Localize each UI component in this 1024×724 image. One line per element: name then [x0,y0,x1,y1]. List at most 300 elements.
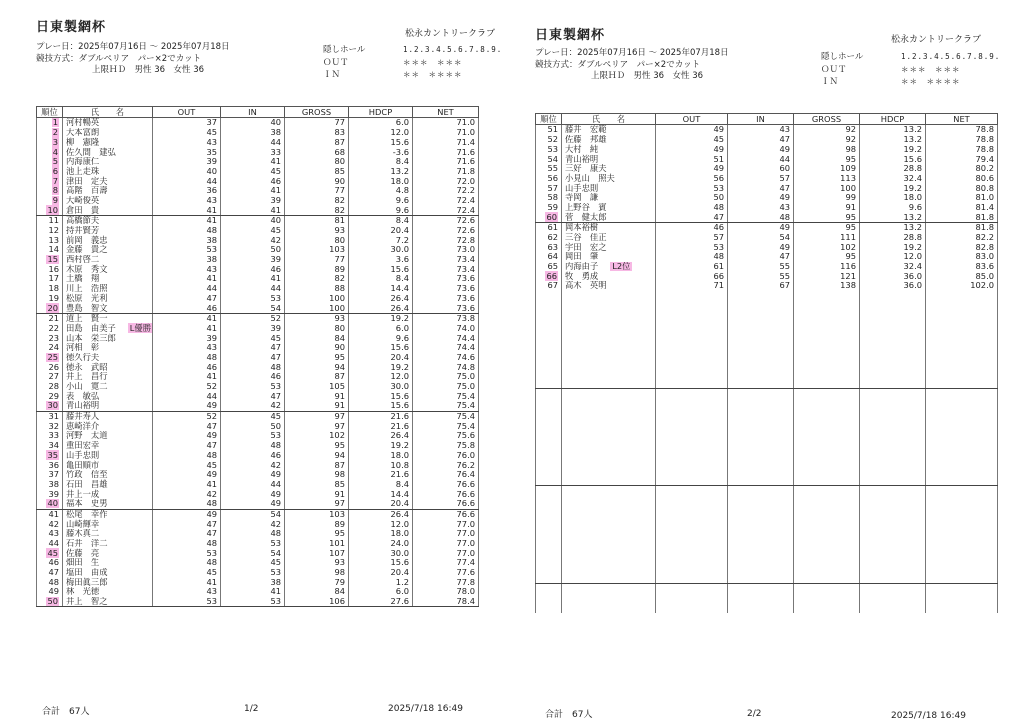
out-cell: 41 [153,215,221,225]
hdcp-cell: 28.8 [860,233,926,243]
empty-cell [860,378,926,388]
table-row [37,205,479,215]
empty-cell [860,310,926,320]
table-row [37,293,479,303]
empty-cell [562,554,656,564]
table-row [536,252,998,262]
hdcp-cell: 12.0 [349,372,413,382]
table-row [536,242,998,252]
player-name: 内海由子 [565,261,599,272]
empty-cell [926,466,998,476]
rank-cell [536,242,562,252]
out-cell: 47 [153,529,221,539]
rank-value: 24 [48,342,59,353]
rank-cell [536,212,562,222]
player-name: 山手忠則 [565,183,599,193]
empty-cell [562,496,656,506]
empty-cell [536,418,562,428]
empty-cell [926,525,998,535]
empty-cell [562,525,656,535]
hdcp-cell: 3.6 [349,255,413,265]
rank-value: 35 [47,450,58,460]
rank-cell [37,343,63,353]
hdcp-cell: 10.8 [349,460,413,470]
table-row [37,362,479,372]
hdcp-cell: 9.6 [860,203,926,213]
gross-cell: 91 [285,489,349,499]
name-cell [63,235,153,245]
table-row [37,499,479,509]
gross-cell: 111 [794,233,860,243]
header-out: OUT [153,107,221,118]
hidden-holes [323,44,502,82]
club-name: 松永カントリークラブ [405,29,496,39]
out-cell: 39 [153,333,221,343]
in-cell: 49 [221,470,285,480]
net-cell: 75.4 [413,421,479,431]
gross-cell: 80 [285,235,349,245]
player-name: 柳 憲隆 [66,137,100,147]
empty-cell [794,349,860,359]
in-cell: 57 [728,173,794,183]
name-cell [562,125,656,135]
gross-cell: 89 [285,264,349,274]
empty-row [536,516,998,526]
net-cell: 72.6 [413,215,479,225]
hdcp-cell: 30.0 [349,382,413,392]
hdcp-cell: 12.0 [349,519,413,529]
table-header [536,114,998,125]
gross-cell: 95 [794,154,860,164]
empty-cell [536,300,562,310]
empty-cell [536,329,562,339]
out-cell: 51 [656,154,728,164]
empty-cell [728,291,794,301]
table-row [536,144,998,154]
gross-cell: 82 [285,205,349,215]
empty-cell [656,525,728,535]
header-hdcp: HDCP [860,114,926,125]
player-name: 津田 定夫 [66,176,108,186]
empty-row [536,594,998,604]
in-cell: 39 [221,255,285,265]
hidden-hole-label: 隠しホール [323,45,366,55]
name-cell [63,205,153,215]
table-row [37,157,479,167]
empty-cell [536,594,562,604]
out-cell: 56 [656,173,728,183]
gross-cell: 95 [285,441,349,451]
gross-cell: 100 [794,183,860,193]
gross-cell: 95 [794,212,860,222]
hidden-in-label: ＩＮ [821,77,839,87]
rank-cell [37,333,63,343]
in-cell: 49 [728,144,794,154]
player-name: 岡本裕樹 [565,222,599,233]
table-row [536,193,998,203]
empty-row [536,427,998,437]
header-net: NET [926,114,998,125]
out-cell: 38 [153,255,221,265]
table-row [37,186,479,196]
in-cell: 45 [221,166,285,176]
out-cell: 41 [153,205,221,215]
header-name: 氏 名 [63,107,153,118]
name-cell [63,196,153,206]
rank-value: 14 [48,244,59,255]
empty-cell [562,466,656,476]
empty-cell [926,300,998,310]
out-cell: 41 [153,372,221,382]
empty-cell [794,291,860,301]
empty-cell [656,398,728,408]
in-cell: 53 [221,382,285,392]
out-cell: 37 [153,118,221,128]
rank-value: 42 [48,519,59,529]
out-cell: 52 [153,382,221,392]
player-name: 岡田 肇 [565,251,599,262]
player-name: 西村啓二 [66,254,100,265]
hdcp-cell: 26.4 [349,303,413,313]
name-cell [63,450,153,460]
rank-cell [536,154,562,164]
empty-cell [536,545,562,555]
player-name: 小山 寛二 [66,381,108,392]
rank-cell [536,252,562,262]
empty-row [536,486,998,496]
out-cell: 45 [153,568,221,578]
table-row [37,421,479,431]
in-cell: 52 [221,313,285,323]
out-cell: 53 [656,242,728,252]
empty-cell [794,496,860,506]
in-cell: 44 [728,154,794,164]
empty-cell [562,349,656,359]
rank-cell [37,499,63,509]
gross-cell: 87 [285,137,349,147]
empty-cell [860,447,926,457]
net-cell: 75.8 [413,441,479,451]
empty-cell [728,516,794,526]
empty-cell [656,456,728,466]
in-cell: 41 [221,587,285,597]
net-cell: 73.4 [413,255,479,265]
empty-cell [656,427,728,437]
rank-value: 52 [547,134,558,145]
competition-format: 競技方式：ダブルペリア パー×2でカット [535,59,701,70]
out-cell: 45 [153,128,221,138]
in-cell: 45 [221,411,285,421]
table-row [37,509,479,519]
empty-cell [860,418,926,428]
net-cell: 77.6 [413,568,479,578]
empty-cell [860,359,926,369]
out-cell: 48 [656,203,728,213]
table-row [37,391,479,401]
in-cell: 47 [221,353,285,363]
out-cell: 43 [153,196,221,206]
gross-cell: 113 [794,173,860,183]
table-row [536,222,998,232]
rank-value: 2 [52,127,58,138]
rank-cell [37,245,63,255]
empty-cell [536,486,562,496]
table-row [37,176,479,186]
empty-cell [860,456,926,466]
in-cell: 48 [728,212,794,222]
rank-value: 62 [547,232,558,243]
in-cell: 46 [221,372,285,382]
handicap-limit: 上限ＨＤ 男性 36 女性 36 [92,65,205,75]
in-cell: 50 [221,245,285,255]
name-cell [562,252,656,262]
in-cell: 41 [221,205,285,215]
rank-value: 13 [48,235,59,245]
empty-cell [794,310,860,320]
player-name: 寺岡 謙 [565,192,599,203]
empty-cell [794,516,860,526]
net-cell: 71.6 [413,147,479,157]
rank-value: 66 [546,271,557,281]
empty-cell [536,398,562,408]
gross-cell: 103 [285,509,349,519]
player-name: 重田宏幸 [66,440,100,451]
rank-cell [37,597,63,607]
empty-cell [794,476,860,486]
name-cell [63,353,153,363]
empty-cell [926,418,998,428]
rank-cell [536,144,562,154]
empty-row [536,584,998,594]
in-cell: 41 [221,186,285,196]
table-header [37,107,479,118]
hdcp-cell: 9.6 [349,205,413,215]
header-gross: GROSS [285,107,349,118]
hdcp-cell: 8.4 [349,157,413,167]
empty-cell [728,368,794,378]
name-cell [63,548,153,558]
hdcp-cell: 30.0 [349,548,413,558]
rank-cell [37,470,63,480]
total-count: 合計 67人 [545,710,593,720]
table-row [37,470,479,480]
gross-cell: 77 [285,186,349,196]
rank-cell [37,128,63,138]
rank-value: 48 [48,577,59,587]
empty-cell [728,437,794,447]
empty-cell [656,300,728,310]
empty-cell [656,466,728,476]
hdcp-cell: 24.0 [349,539,413,549]
rank-cell [37,529,63,539]
rank-value: 17 [48,274,59,284]
empty-cell [794,545,860,555]
net-cell: 76.2 [413,460,479,470]
net-cell: 75.4 [413,391,479,401]
player-name: 豊島 智文 [66,303,108,313]
empty-cell [536,466,562,476]
player-name: 表 敏弘 [66,391,100,401]
in-cell: 46 [221,450,285,460]
table-row [37,411,479,421]
hdcp-cell: 4.8 [349,186,413,196]
rank-cell [37,303,63,313]
rank-cell [37,235,63,245]
award-badge: L優勝 [129,323,152,333]
name-cell [63,313,153,323]
net-cell: 81.4 [926,203,998,213]
hdcp-cell: 19.2 [860,183,926,193]
empty-cell [728,349,794,359]
net-cell: 78.8 [926,125,998,135]
net-cell: 74.0 [413,323,479,333]
table-row [536,271,998,281]
empty-cell [562,320,656,330]
net-cell: 75.0 [413,382,479,392]
page-number: 1/2 [244,704,259,714]
empty-cell [562,388,656,398]
rank-value: 63 [547,242,558,252]
table-row [37,274,479,284]
table-row [37,245,479,255]
hdcp-cell: 36.0 [860,281,926,291]
rank-value: 32 [48,421,59,431]
rank-cell [37,421,63,431]
empty-cell [728,427,794,437]
table-row [536,173,998,183]
name-cell [63,382,153,392]
out-cell: 47 [153,421,221,431]
gross-cell: 98 [285,568,349,578]
out-cell: 49 [656,164,728,174]
empty-cell [860,466,926,476]
net-cell: 81.0 [926,193,998,203]
empty-cell [860,339,926,349]
hdcp-cell: 27.6 [349,597,413,607]
rank-value: 50 [47,596,58,607]
name-cell [63,215,153,225]
in-cell: 47 [221,391,285,401]
in-cell: 41 [221,274,285,284]
name-cell [63,558,153,568]
player-name: 佐久間 建弘 [66,147,116,157]
printed-timestamp: 2025/7/18 16:49 [891,711,966,721]
name-cell [562,144,656,154]
player-name: 河相 彰 [66,342,100,353]
player-name: 山本 栄三郎 [66,333,116,343]
empty-cell [728,554,794,564]
empty-cell [562,594,656,604]
empty-cell [656,329,728,339]
empty-cell [860,368,926,378]
rank-value: 16 [48,264,59,274]
hdcp-cell: 26.4 [349,509,413,519]
hdcp-cell: 32.4 [860,173,926,183]
name-cell [63,128,153,138]
header-in: IN [221,107,285,118]
in-cell: 40 [221,215,285,225]
gross-cell: 89 [285,519,349,529]
gross-cell: 97 [285,421,349,431]
rank-value: 18 [48,283,59,294]
empty-cell [656,564,728,574]
empty-cell [656,574,728,584]
name-cell [562,281,656,291]
empty-cell [794,320,860,330]
rank-cell [37,166,63,176]
empty-cell [728,564,794,574]
rank-cell [37,519,63,529]
gross-cell: 91 [794,203,860,213]
empty-cell [794,398,860,408]
empty-cell [794,535,860,545]
empty-cell [656,408,728,418]
rank-cell [37,587,63,597]
rank-cell [536,135,562,145]
name-cell [63,343,153,353]
empty-cell [536,447,562,457]
net-cell: 71.4 [413,137,479,147]
name-cell [63,391,153,401]
empty-cell [536,564,562,574]
net-cell: 102.0 [926,281,998,291]
rank-value: 20 [47,303,58,313]
empty-cell [656,506,728,516]
in-cell: 42 [221,401,285,411]
in-cell: 39 [221,323,285,333]
out-cell: 41 [153,274,221,284]
gross-cell: 90 [285,343,349,353]
name-cell [63,529,153,539]
out-cell: 48 [656,252,728,262]
empty-cell [656,418,728,428]
table-row [536,281,998,291]
table-row [37,577,479,587]
hdcp-cell: 21.6 [349,470,413,480]
gross-cell: 85 [285,166,349,176]
rank-cell [37,362,63,372]
empty-cell [926,486,998,496]
empty-cell [728,476,794,486]
net-cell: 73.6 [413,303,479,313]
out-cell: 41 [153,313,221,323]
gross-cell: 99 [794,193,860,203]
net-cell: 74.6 [413,353,479,363]
table-row [37,597,479,607]
out-cell: 50 [656,193,728,203]
empty-cell [926,291,998,301]
in-cell: 47 [728,183,794,193]
hdcp-cell: 15.6 [349,137,413,147]
gross-cell: 97 [285,499,349,509]
player-name: 佐藤 邦雄 [565,134,607,145]
empty-cell [926,456,998,466]
net-cell: 80.6 [926,173,998,183]
rank-cell [37,401,63,411]
empty-row [536,398,998,408]
net-cell: 73.6 [413,274,479,284]
in-cell: 46 [221,176,285,186]
rank-value: 51 [547,124,558,135]
in-cell: 44 [221,479,285,489]
empty-cell [728,604,794,614]
hdcp-cell: 13.2 [860,212,926,222]
empty-cell [794,437,860,447]
result-page-2 [505,0,1024,724]
empty-cell [794,427,860,437]
table-row [37,519,479,529]
in-cell: 33 [221,147,285,157]
